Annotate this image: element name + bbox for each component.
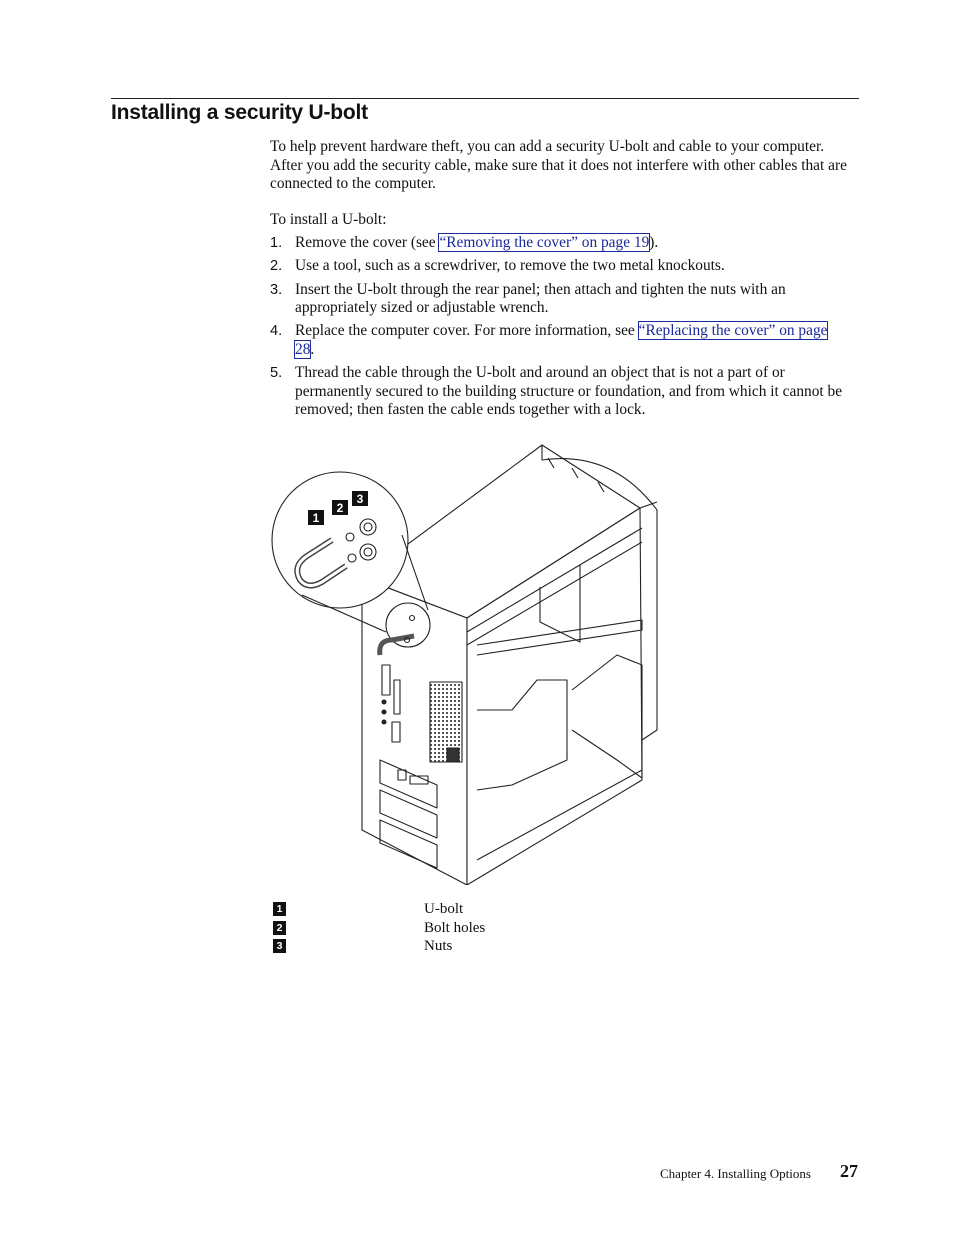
legend-callout-2: 2 [273, 921, 286, 935]
step-number: 3. [270, 281, 283, 298]
figure-callout-2 [332, 500, 348, 515]
page-number: 27 [840, 1161, 858, 1181]
step-text-end: ). [649, 234, 659, 252]
u-bolt-installation-illustration [262, 440, 672, 885]
footer-chapter: Chapter 4. Installing Options [660, 1166, 811, 1181]
legend-label: Bolt holes [424, 919, 486, 936]
steps-list [270, 234, 850, 419]
step-text: Insert the U-bolt through the rear panel; then attach and tighten the nuts with an appropriately sized or adjustable wrench. [295, 280, 786, 317]
step-number: 2. [270, 258, 283, 275]
replacing-cover-link[interactable]: “Replacing the cover” on page 28 [295, 322, 828, 358]
detail-circle [272, 472, 408, 608]
figure-legend [273, 900, 573, 956]
step-3 [270, 281, 850, 318]
intro-paragraph: To help prevent hardware theft, you can add a security U-bolt and cable to your computer. After you add the security cable, make sure that it does not interfere with other cables that are connected to the computer. [270, 138, 847, 193]
step-number: 5. [270, 364, 283, 381]
step-2 [270, 257, 850, 276]
step-1 [270, 234, 850, 253]
removing-cover-link[interactable]: “Removing the cover” on page 19 [439, 234, 650, 252]
svg-text:1: 1 [312, 511, 320, 525]
legend-row [273, 919, 573, 938]
legend-label: Nuts [424, 938, 453, 955]
step-text: Replace the computer cover. For more information, see [295, 322, 639, 340]
legend-callout-1: 1 [273, 902, 286, 916]
step-text: Thread the cable through the U-bolt and around an object that is not a part of or permanently secured to the building structure or foundation, and from which it cannot be removed; then fasten the cable ends together with a lock. [295, 363, 843, 419]
section-heading: Installing a security U-bolt [111, 101, 368, 124]
figure-callout-3 [352, 491, 368, 506]
step-text: Remove the cover (see [295, 234, 440, 252]
heading-rule [111, 98, 859, 99]
figure-callout-1 [308, 510, 324, 525]
step-text: Use a tool, such as a screwdriver, to remove the two metal knockouts. [295, 257, 725, 275]
steps-lead: To install a U-bolt: [270, 210, 387, 228]
legend-row [273, 937, 573, 956]
legend-label: U-bolt [424, 901, 464, 917]
legend-callout-3: 3 [273, 939, 286, 953]
step-number: 1. [270, 235, 283, 252]
svg-text:2: 2 [336, 501, 344, 515]
step-4 [270, 322, 850, 359]
step-5 [270, 364, 850, 420]
body-text [270, 138, 850, 424]
step-number: 4. [270, 323, 283, 340]
step-text-end: . [310, 340, 315, 358]
svg-text:3: 3 [356, 492, 364, 506]
legend-row [273, 900, 573, 919]
